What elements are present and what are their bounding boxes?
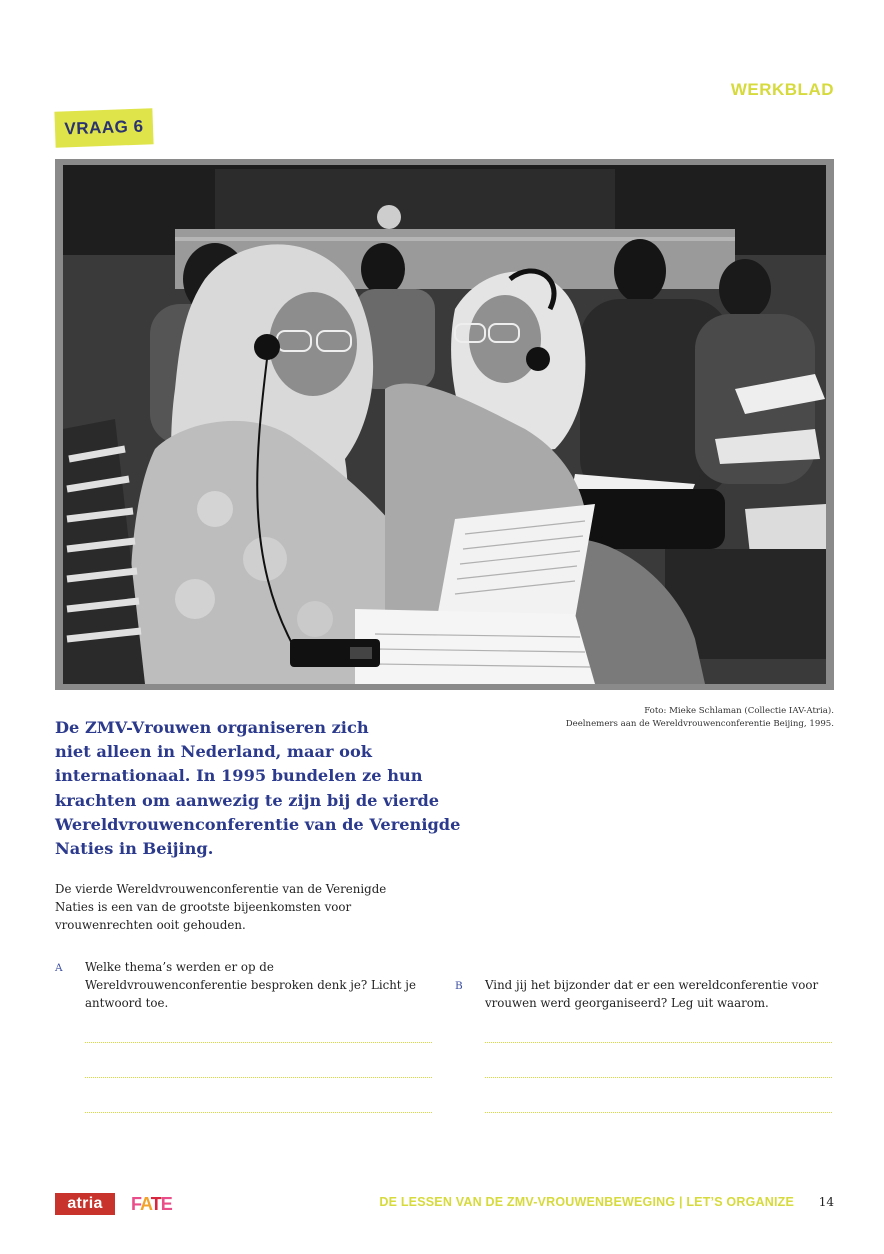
worksheet-label: WERKBLAD <box>730 80 834 99</box>
body-line: vrouwenrechten ooit gehouden. <box>55 918 246 932</box>
page-number: 14 <box>818 1195 834 1209</box>
body-paragraph <box>55 880 415 934</box>
question-a-letter: A <box>55 962 63 974</box>
fate-logo <box>131 1193 172 1215</box>
answer-b-line-3[interactable] <box>485 1112 832 1113</box>
footer-title: DE LESSEN VAN DE ZMV-VROUWENBEWEGING | LET’S ORGANIZE <box>379 1195 794 1209</box>
question-b-line: vrouwen werd georganiseerd? Leg uit waarom. <box>485 996 769 1010</box>
question-a-line: antwoord toe. <box>85 996 169 1010</box>
question-tag: VRAAG 6 <box>54 108 153 147</box>
question-a-text <box>85 958 416 1012</box>
photo-credit <box>566 705 834 731</box>
answer-b-line-1[interactable] <box>485 1042 832 1043</box>
question-a-line: Wereldvrouwenconferentie besproken denk je? Licht je <box>85 978 416 992</box>
intro-line: niet alleen in Nederland, maar ook <box>55 742 372 762</box>
question-a-line: Welke thema’s werden er op de <box>85 960 274 974</box>
fate-logo-letter: E <box>160 1194 172 1214</box>
photo-credit-line: Foto: Mieke Schlaman (Collectie IAV-Atria). <box>644 706 834 716</box>
answer-a-line-1[interactable] <box>85 1042 432 1043</box>
answer-a-line-3[interactable] <box>85 1112 432 1113</box>
photo-caption-line: Deelnemers aan de Wereldvrouwenconferentie Beijing, 1995. <box>565 719 834 729</box>
intro-line: Wereldvrouwenconferentie van de Verenigde <box>55 814 461 834</box>
question-b-line: Vind jij het bijzonder dat er een wereldconferentie voor <box>485 978 819 992</box>
body-line: De vierde Wereldvrouwenconferentie van de Verenigde <box>55 882 387 896</box>
intro-line: internationaal. In 1995 bundelen ze hun <box>55 766 423 786</box>
answer-b-line-2[interactable] <box>485 1077 832 1078</box>
fate-logo-letter: A <box>140 1194 151 1214</box>
fate-logo-letter: T <box>150 1194 161 1214</box>
fate-logo-letter: F <box>131 1194 141 1214</box>
intro-line: De ZMV-Vrouwen organiseren zich <box>55 718 369 737</box>
question-b-letter: B <box>455 980 463 992</box>
atria-logo: atria <box>55 1193 115 1215</box>
answer-a-line-2[interactable] <box>85 1077 432 1078</box>
intro-line: krachten om aanwezig te zijn bij de vierde <box>55 790 440 810</box>
conference-photo <box>55 159 834 690</box>
intro-line: Naties in Beijing. <box>55 839 214 859</box>
photo-illustration <box>55 159 834 690</box>
intro-paragraph <box>55 716 461 861</box>
question-b-text <box>485 976 818 1012</box>
body-line: Naties is een van de grootste bijeenkomsten voor <box>55 900 352 914</box>
